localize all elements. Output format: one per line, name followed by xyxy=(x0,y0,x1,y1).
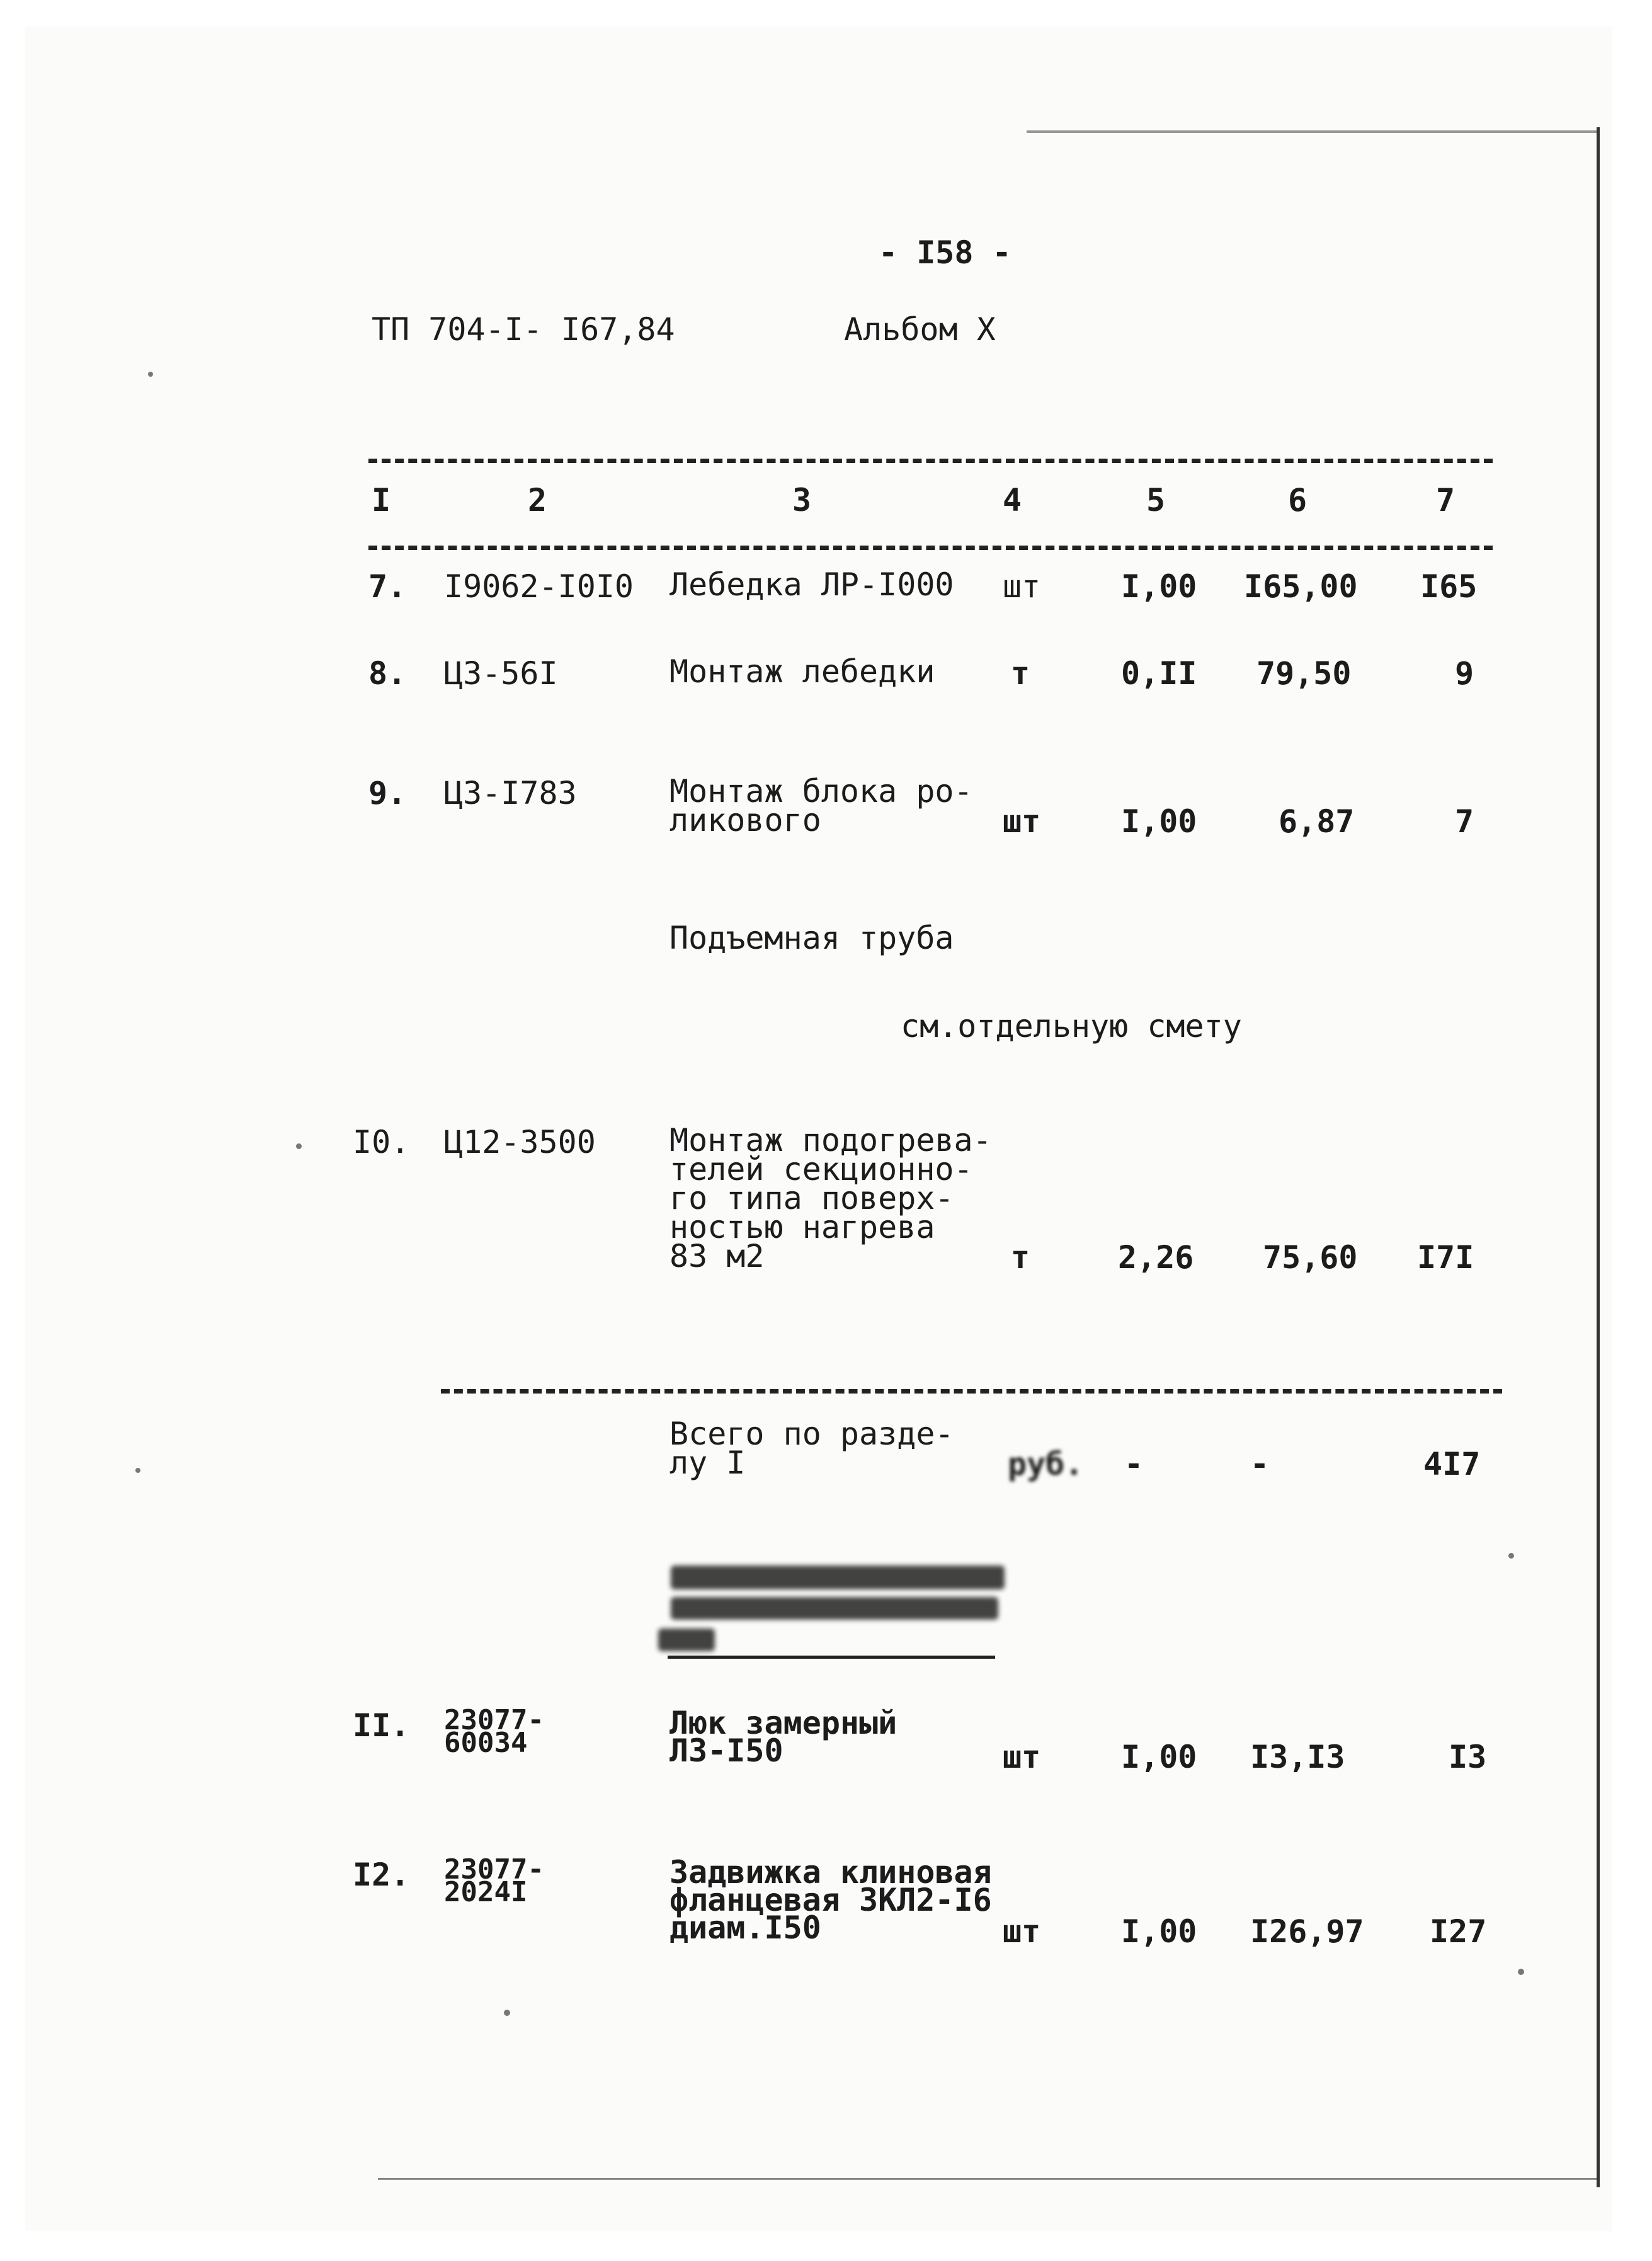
row-11-price: I3,I3 xyxy=(1250,1739,1345,1775)
scan-speck xyxy=(504,2010,510,2016)
row-8-number: 8. xyxy=(368,655,407,692)
column-header-2: 2 xyxy=(528,482,547,518)
row-12-number: I2. xyxy=(353,1857,410,1893)
row-8-description: Монтаж лебедки xyxy=(669,653,935,690)
row-9-code: Ц3-I783 xyxy=(444,775,577,811)
section-total-label: Всего по разде- лу I xyxy=(669,1416,954,1481)
see-separate-estimate-note: см.отдельную смету xyxy=(901,1008,1242,1045)
row-9-description: Монтаж блока ро- ликового xyxy=(669,773,973,839)
section-total-unit: руб. xyxy=(1008,1446,1084,1482)
section-total-rule xyxy=(441,1389,1502,1394)
row-10-description: Монтаж подогрева- телей секционно- го типа поверх- ностью нагрева 83 м2 xyxy=(669,1122,992,1274)
row-8-unit: т xyxy=(1011,655,1030,692)
section-total-price: - xyxy=(1250,1446,1270,1482)
row-11-code: 23077- 60034 xyxy=(444,1704,544,1759)
column-header-3: 3 xyxy=(792,482,812,518)
row-11-number: II. xyxy=(353,1707,410,1744)
lift-pipe-note: Подъемная труба xyxy=(669,920,954,956)
row-7-number: 7. xyxy=(368,568,407,605)
bottom-edge-line xyxy=(378,2178,1597,2180)
row-10-price: 75,60 xyxy=(1263,1239,1358,1276)
row-12-qty: I,00 xyxy=(1121,1913,1197,1950)
column-header-1: I xyxy=(372,482,391,518)
top-edge-line xyxy=(1027,130,1597,133)
header-bottom-rule xyxy=(368,546,1493,550)
row-11-total: I3 xyxy=(1449,1739,1487,1775)
scan-speck xyxy=(296,1143,302,1149)
row-10-qty: 2,26 xyxy=(1118,1239,1194,1276)
smudged-heading-line-3 xyxy=(658,1628,715,1651)
row-12-description: Задвижка клиновая фланцевая ЗКЛ2-I6 диам.I50 xyxy=(669,1854,992,1946)
row-12-total: I27 xyxy=(1430,1913,1487,1950)
row-9-unit: шт xyxy=(1003,803,1041,840)
row-9-qty: I,00 xyxy=(1121,803,1197,840)
row-12-unit: шт xyxy=(1003,1913,1041,1950)
heading-underline xyxy=(668,1656,995,1659)
row-10-unit: т xyxy=(1011,1239,1030,1276)
document-code: ТП 704-I- I67,84 xyxy=(372,311,675,348)
row-8-qty: 0,II xyxy=(1121,655,1197,692)
row-12-code: 23077- 2024I xyxy=(444,1853,544,1908)
row-8-code: Ц3-56I xyxy=(444,655,558,692)
row-7-total: I65 xyxy=(1420,568,1478,605)
smudged-heading-line-2 xyxy=(671,1597,998,1620)
scan-speck xyxy=(1518,1969,1524,1975)
row-8-total: 9 xyxy=(1455,655,1474,692)
page-number: - I58 - xyxy=(879,234,1011,271)
column-header-4: 4 xyxy=(1003,482,1022,518)
row-9-total: 7 xyxy=(1455,803,1474,840)
album-label: Альбом X xyxy=(844,311,996,348)
row-11-unit: шт xyxy=(1003,1739,1041,1775)
row-9-price: 6,87 xyxy=(1279,803,1355,840)
smudged-heading-line-1 xyxy=(671,1566,1005,1589)
row-10-code: Ц12-3500 xyxy=(444,1124,596,1160)
row-10-total: I7I xyxy=(1417,1239,1474,1276)
row-7-qty: I,00 xyxy=(1121,568,1197,605)
column-header-5: 5 xyxy=(1146,482,1166,518)
column-header-6: 6 xyxy=(1288,482,1307,518)
row-10-number: I0. xyxy=(353,1124,410,1160)
right-border-line xyxy=(1597,127,1600,2187)
row-11-description: Люк замерный ЛЗ-I50 xyxy=(669,1705,897,1769)
column-header-7: 7 xyxy=(1436,482,1455,518)
scan-speck xyxy=(1508,1553,1514,1559)
header-top-rule xyxy=(368,459,1493,463)
row-11-qty: I,00 xyxy=(1121,1739,1197,1775)
scan-speck xyxy=(148,372,153,377)
row-7-price: I65,00 xyxy=(1244,568,1358,605)
row-9-number: 9. xyxy=(368,775,407,811)
row-7-description: Лебедка ЛР-I000 xyxy=(669,566,954,603)
row-8-price: 79,50 xyxy=(1256,655,1352,692)
scan-speck xyxy=(135,1468,140,1473)
row-7-unit: шт xyxy=(1003,568,1041,605)
section-total-qty: - xyxy=(1124,1446,1144,1482)
section-total-sum: 4I7 xyxy=(1423,1446,1481,1482)
row-7-code: I9062-I0I0 xyxy=(444,568,634,605)
row-12-price: I26,97 xyxy=(1250,1913,1364,1950)
